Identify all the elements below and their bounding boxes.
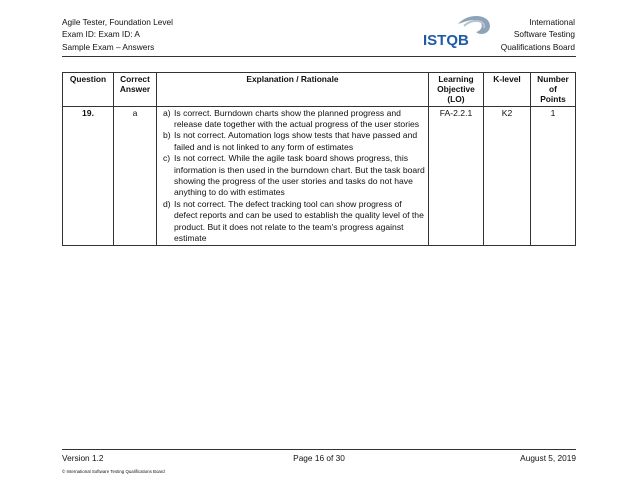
col-lo-line1: Learning [438,74,474,84]
option-letter: c) [163,153,171,164]
col-k-level: K-level [484,73,531,107]
answer-table [62,72,576,246]
footer-divider [62,449,576,450]
header-divider [62,56,576,57]
footer-copyright: © International Software Testing Qualifications Board [62,469,165,474]
header-board-name [501,16,575,53]
explanation-cell [157,106,429,246]
points: 1 [531,106,576,246]
option-d [163,199,425,245]
k-level: K2 [484,106,531,246]
col-points [531,73,576,107]
option-letter: b) [163,130,171,141]
option-a [163,108,425,131]
col-points-line3: Points [540,94,566,105]
option-text: Is correct. Burndown charts show the planned progress and release date together with the actual progress of the user stories [174,107,420,130]
col-points-line1: Number [537,74,569,84]
question-number: 19. [63,106,114,246]
option-letter: d) [163,198,171,209]
table-header-row [63,73,576,107]
col-learning-objective [429,73,484,107]
header-line-sample: Sample Exam – Answers [62,41,155,52]
option-text: Is not correct. Automation logs show tests that have passed and failed and is not linked to any form of estimates [174,130,418,152]
header-line-exam-id: Exam ID: Exam ID: A [62,29,140,40]
option-b [163,130,425,153]
option-letter: a) [163,107,171,118]
header-exam-info [62,16,173,53]
col-question: Question [63,73,114,107]
option-text: Is not correct. While the agile task board shows progress, this information is then used in the burndown chart. But the task board showing the progress of the user stories and tasks do not have anything to do with estimates [174,153,425,198]
col-points-line2: of [549,84,557,95]
header-board-line-2: Software Testing [513,29,575,40]
table-row [63,106,576,246]
logo-text: ISTQB [423,32,469,49]
learning-objective: FA-2.2.1 [429,106,484,246]
option-text: Is not correct. The defect tracking tool can show progress of defect reports and can be used to establish the quality level of the product. But it does not relate to the team's progress against estimate [174,198,424,244]
footer-date: August 5, 2019 [520,453,576,463]
footer-page-number: Page 16 of 30 [293,453,345,463]
header-line-title: Agile Tester, Foundation Level [62,17,174,27]
col-explanation: Explanation / Rationale [157,73,429,107]
footer-version: Version 1.2 [62,453,104,463]
col-correct-answer [114,73,157,107]
istqb-logo [420,14,494,50]
header-board-line-1: International [529,17,575,27]
col-lo-line2: Objective [437,84,475,95]
col-lo-line3: (LO) [447,94,465,105]
option-c [163,153,425,199]
correct-answer: a [114,106,157,246]
col-correct-answer-line2: Answer [119,84,151,95]
header-board-line-3: Qualifications Board [500,41,575,52]
col-correct-answer-line1: Correct [120,74,150,84]
